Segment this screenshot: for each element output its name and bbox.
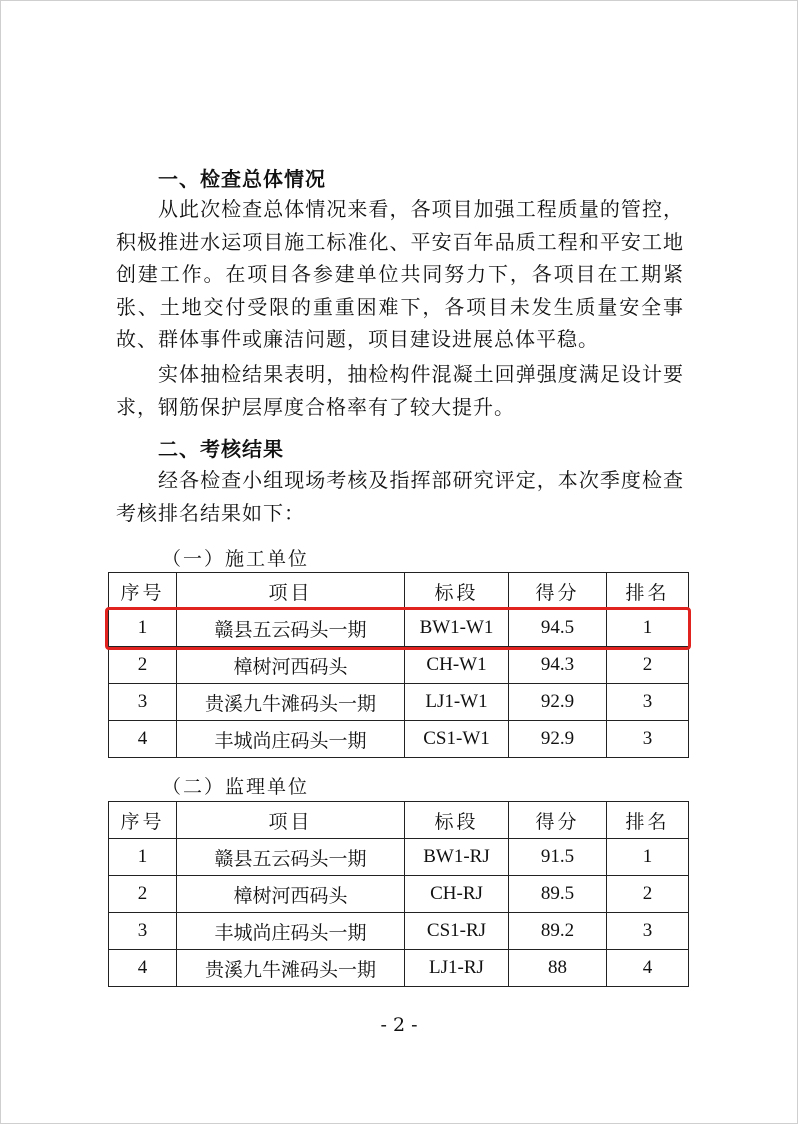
cell-index: 2 [109, 876, 177, 913]
cell-rank: 3 [607, 721, 689, 758]
header-score: 得分 [509, 573, 607, 610]
cell-score: 88 [509, 950, 607, 987]
section1-paragraph-2: 实体抽检结果表明，抽检构件混凝土回弹强度满足设计要求，钢筋保护层厚度合格率有了较大提升。 [116, 362, 684, 419]
table-row [109, 684, 689, 721]
cell-project: 樟树河西码头 [177, 876, 405, 913]
header-rank: 排名 [607, 573, 689, 610]
cell-score: 91.5 [509, 839, 607, 876]
cell-project: 樟树河西码头 [177, 647, 405, 684]
cell-rank: 1 [607, 839, 689, 876]
table1-caption: （一）施工单位 [162, 548, 310, 570]
table-row [109, 876, 689, 913]
table-header-row [109, 802, 689, 839]
cell-score: 94.3 [509, 647, 607, 684]
cell-project: 丰城尚庄码头一期 [177, 913, 405, 950]
header-section: 标段 [405, 573, 509, 610]
table-header-row [109, 573, 689, 610]
header-score: 得分 [509, 802, 607, 839]
construction-units-table [108, 572, 689, 758]
cell-project: 赣县五云码头一期 [177, 839, 405, 876]
cell-project: 贵溪九牛滩码头一期 [177, 684, 405, 721]
cell-section: BW1-RJ [405, 839, 509, 876]
cell-rank: 4 [607, 950, 689, 987]
cell-index: 1 [109, 839, 177, 876]
cell-project: 丰城尚庄码头一期 [177, 721, 405, 758]
section2-intro: 经各检查小组现场考核及指挥部研究评定，本次季度检查考核排名结果如下： [116, 468, 684, 525]
cell-rank: 2 [607, 647, 689, 684]
header-index: 序号 [109, 802, 177, 839]
cell-section: LJ1-W1 [405, 684, 509, 721]
cell-index: 3 [109, 913, 177, 950]
table-row [109, 913, 689, 950]
cell-index: 4 [109, 950, 177, 987]
cell-index: 2 [109, 647, 177, 684]
cell-section: BW1-W1 [405, 610, 509, 647]
cell-score: 94.5 [509, 610, 607, 647]
table-row [109, 721, 689, 758]
table-row [109, 839, 689, 876]
cell-rank: 3 [607, 684, 689, 721]
cell-section: CS1-W1 [405, 721, 509, 758]
header-project: 项目 [177, 802, 405, 839]
cell-section: CH-RJ [405, 876, 509, 913]
cell-project: 赣县五云码头一期 [177, 610, 405, 647]
cell-section: CS1-RJ [405, 913, 509, 950]
cell-project: 贵溪九牛滩码头一期 [177, 950, 405, 987]
section2-heading: 二、考核结果 [158, 437, 284, 461]
cell-rank: 2 [607, 876, 689, 913]
cell-score: 92.9 [509, 721, 607, 758]
cell-rank: 1 [607, 610, 689, 647]
page-number: - 2 - [380, 1014, 418, 1036]
cell-section: CH-W1 [405, 647, 509, 684]
header-index: 序号 [109, 573, 177, 610]
cell-score: 89.2 [509, 913, 607, 950]
cell-index: 1 [109, 610, 177, 647]
section1-paragraph-1: 从此次检查总体情况来看，各项目加强工程质量的管控，积极推进水运项目施工标准化、平安百年品质工程和平安工地创建工作。在项目各参建单位共同努力下，各项目在工期紧张、土地交付受限的重重困难下，各项目未发生质量安全事故、群体事件或廉洁问题，项目建设进展总体平稳。 [116, 197, 684, 351]
cell-score: 89.5 [509, 876, 607, 913]
cell-index: 4 [109, 721, 177, 758]
cell-rank: 3 [607, 913, 689, 950]
section1-heading: 一、检查总体情况 [158, 167, 326, 191]
supervision-units-table [108, 801, 689, 987]
table-row [109, 610, 689, 647]
table2-caption: （二）监理单位 [162, 776, 310, 798]
header-section: 标段 [405, 802, 509, 839]
cell-index: 3 [109, 684, 177, 721]
cell-score: 92.9 [509, 684, 607, 721]
table-row [109, 647, 689, 684]
header-project: 项目 [177, 573, 405, 610]
header-rank: 排名 [607, 802, 689, 839]
cell-section: LJ1-RJ [405, 950, 509, 987]
table-row [109, 950, 689, 987]
